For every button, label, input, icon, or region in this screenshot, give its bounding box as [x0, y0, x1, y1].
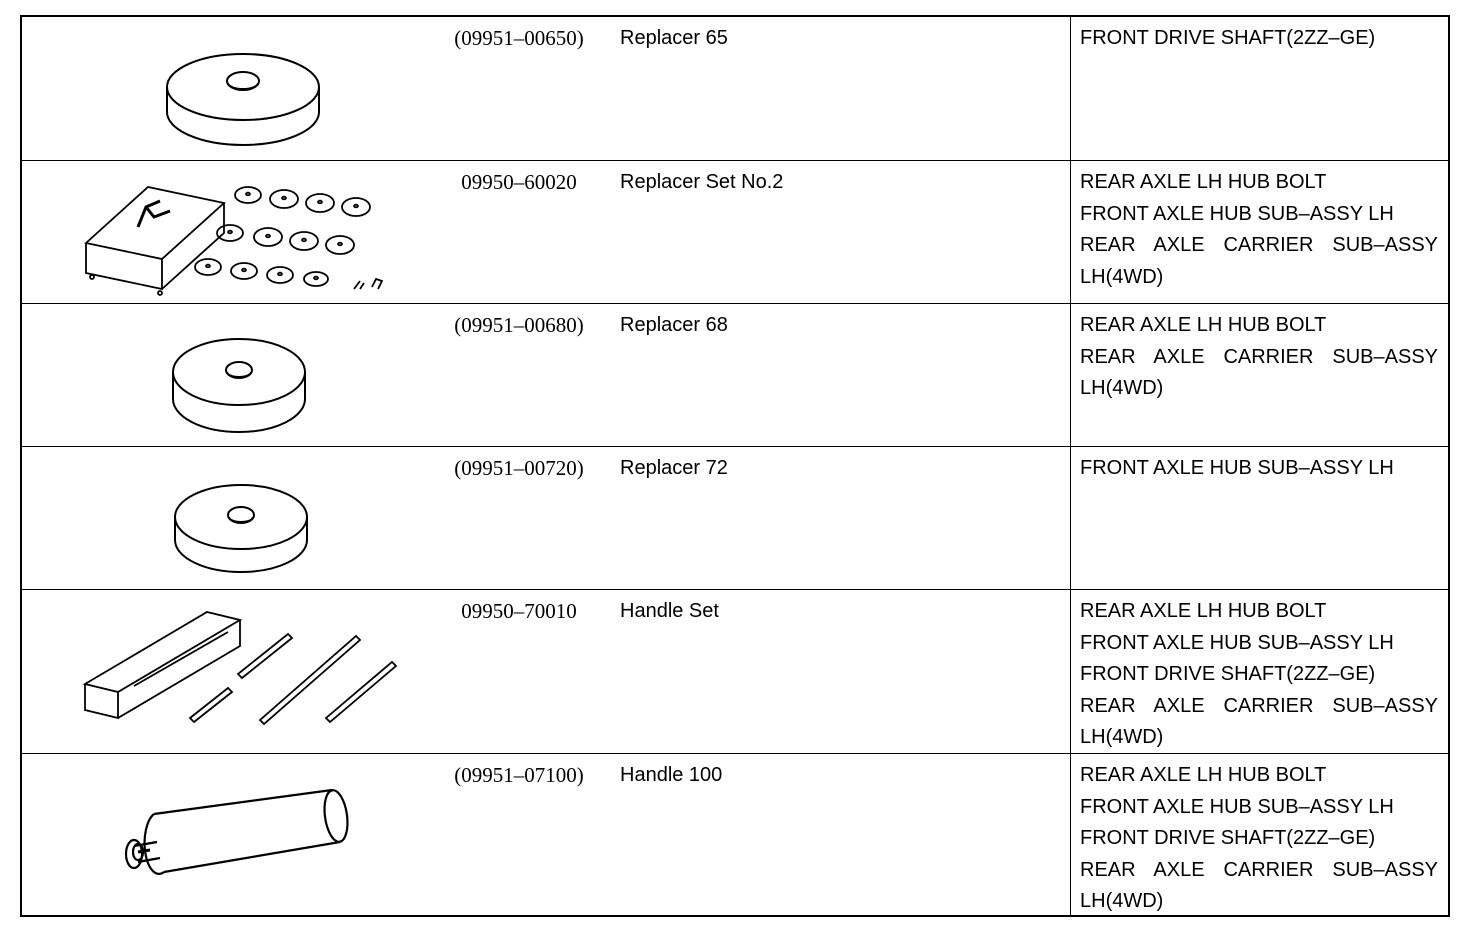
usage-list — [1080, 596, 1438, 754]
column-divider — [1070, 447, 1071, 589]
usage-item: REAR AXLE CARRIER SUB–ASSY — [1080, 234, 1438, 256]
special-service-tools-table — [20, 15, 1450, 917]
tool-name: Replacer 65 — [620, 27, 728, 49]
usage-item: LH(4WD) — [1080, 265, 1164, 288]
table-row — [22, 753, 1448, 915]
part-number: (09951–07100) — [454, 763, 584, 787]
part-number: 09950–60020 — [461, 170, 577, 194]
column-divider — [1070, 17, 1071, 160]
usage-item: FRONT DRIVE SHAFT(2ZZ–GE) — [1080, 827, 1376, 849]
column-divider — [1070, 304, 1071, 446]
usage-item: REAR AXLE LH HUB BOLT — [1080, 764, 1327, 786]
usage-item: FRONT AXLE HUB SUB–ASSY LH — [1080, 631, 1394, 654]
table-row — [22, 303, 1448, 446]
handle-set-case-icon — [42, 590, 422, 754]
handle-cylinder-icon — [42, 754, 422, 916]
usage-item: FRONT AXLE HUB SUB–ASSY LH — [1080, 457, 1394, 479]
usage-list — [1080, 310, 1438, 405]
usage-list — [1080, 167, 1438, 293]
usage-item: FRONT DRIVE SHAFT(2ZZ–GE) — [1080, 663, 1376, 685]
part-number: (09951–00680) — [454, 313, 584, 337]
tool-name: Replacer Set No.2 — [620, 171, 784, 193]
usage-item: REAR AXLE LH HUB BOLT — [1080, 314, 1327, 336]
usage-item: REAR AXLE LH HUB BOLT — [1080, 171, 1327, 193]
part-number: 09950–70010 — [461, 599, 577, 623]
usage-item: FRONT DRIVE SHAFT(2ZZ–GE) — [1080, 27, 1376, 49]
usage-item: REAR AXLE CARRIER SUB–ASSY — [1080, 858, 1438, 881]
usage-item: LH(4WD) — [1080, 890, 1164, 912]
column-divider — [1070, 161, 1071, 303]
usage-item: REAR AXLE CARRIER SUB–ASSY — [1080, 345, 1438, 368]
table-row — [22, 17, 1448, 160]
usage-item: LH(4WD) — [1080, 726, 1164, 748]
usage-item: FRONT AXLE HUB SUB–ASSY LH — [1080, 202, 1394, 225]
replacer-disc-icon — [42, 304, 422, 447]
tool-name: Replacer 72 — [620, 457, 728, 479]
tool-name: Handle 100 — [620, 764, 723, 786]
part-number: (09951–00720) — [454, 456, 584, 480]
table-row — [22, 160, 1448, 303]
usage-item: LH(4WD) — [1080, 377, 1164, 399]
column-divider — [1070, 754, 1071, 915]
usage-list — [1080, 453, 1438, 485]
replacer-disc-icon — [42, 447, 422, 590]
usage-item: REAR AXLE CARRIER SUB–ASSY — [1080, 694, 1438, 717]
replacer-disc-icon — [42, 17, 422, 160]
usage-item: REAR AXLE LH HUB BOLT — [1080, 600, 1327, 622]
column-divider — [1070, 590, 1071, 753]
usage-list — [1080, 23, 1438, 55]
part-number: (09951–00650) — [454, 26, 584, 50]
tool-name: Replacer 68 — [620, 314, 728, 336]
table-row — [22, 589, 1448, 753]
table-row — [22, 446, 1448, 589]
usage-item: FRONT AXLE HUB SUB–ASSY LH — [1080, 795, 1394, 818]
tool-name: Handle Set — [620, 600, 719, 622]
replacer-set-case-icon — [42, 161, 422, 304]
usage-list — [1080, 760, 1438, 918]
